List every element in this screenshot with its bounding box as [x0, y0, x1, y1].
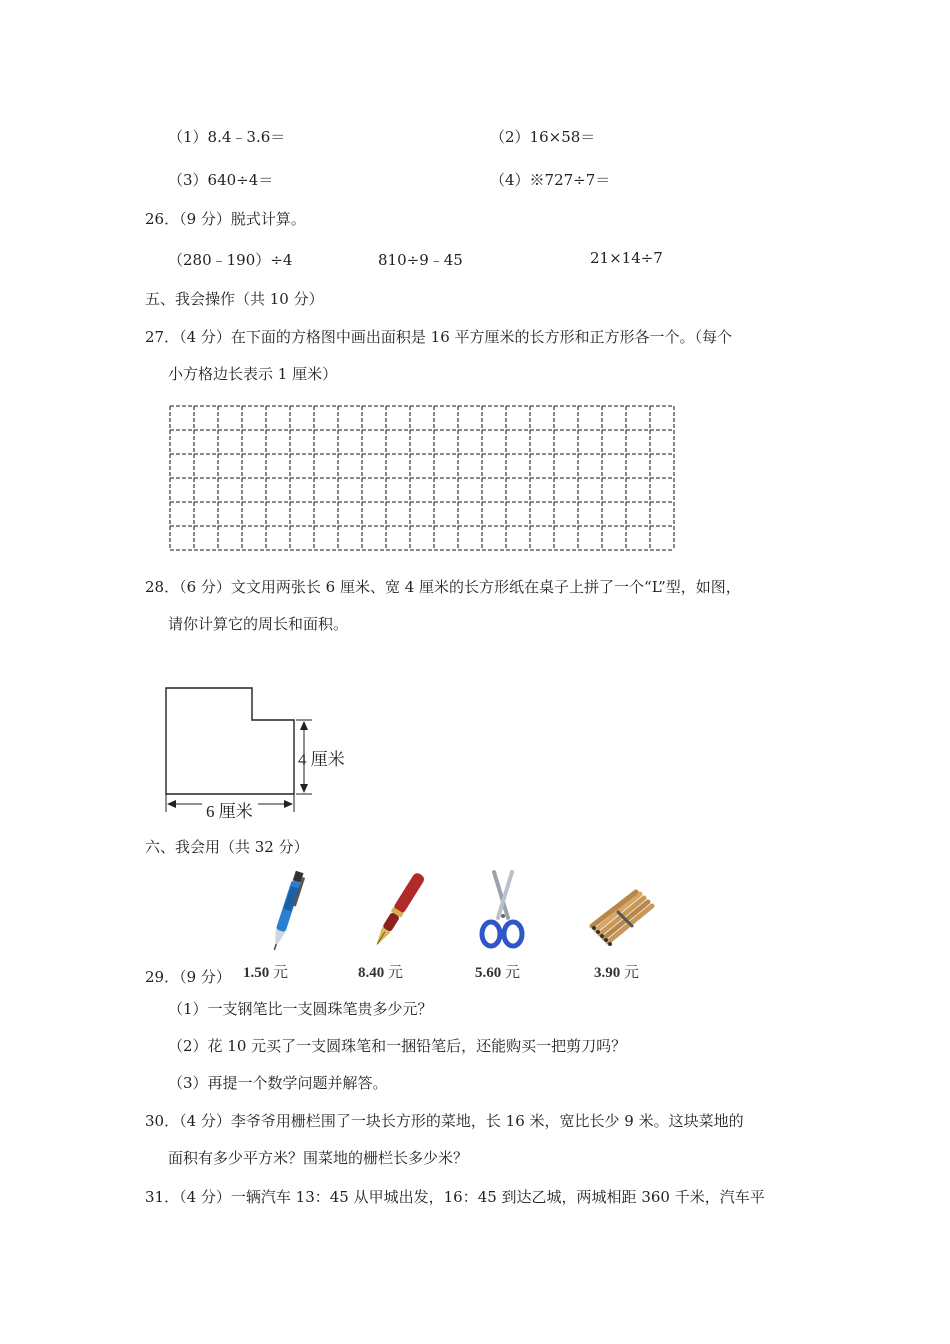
- price-scissors: 5.60 元: [475, 965, 521, 981]
- ballpoint-pen-icon: [262, 866, 312, 956]
- scissors-icon: [476, 868, 530, 954]
- q27-line-2: 小方格边长表示 1 厘米）: [168, 365, 338, 383]
- q29-sub-2: （2）花 10 元买了一支圆珠笔和一捆铅笔后，还能购买一把剪刀吗？: [168, 1037, 627, 1055]
- q26-expr-2: 810÷9﹣45: [378, 251, 463, 269]
- q28-line-2: 请你计算它的周长和面积。: [168, 615, 349, 633]
- q30-line-2: 面积有多少平方米？围菜地的栅栏长多少米？: [168, 1149, 469, 1167]
- section-6-heading: 六、我会用（共 32 分）: [145, 838, 309, 856]
- pencils-bundle-icon: [588, 890, 660, 950]
- price-fountain-pen: 8.40 元: [358, 965, 404, 981]
- square-grid[interactable]: [168, 404, 678, 552]
- q25-item-2: （2）16×58＝: [490, 128, 596, 146]
- q25-item-4: （4）※727÷7＝: [490, 171, 611, 189]
- q26-stem: 26．（9 分）脱式计算。: [145, 210, 306, 228]
- q28-line-1: 28．（6 分）文文用两张长 6 厘米、宽 4 厘米的长方形纸在桌子上拼了一个“L”型，如图，: [145, 578, 741, 596]
- q29-stem: 29．（9 分）: [145, 968, 231, 986]
- width-dim-arrow-right: [284, 800, 293, 808]
- price-ballpoint-pen: 1.50 元: [243, 965, 289, 981]
- q25-item-1: （1）8.4﹣3.6＝: [168, 128, 286, 146]
- q25-item-3: （3）640÷4＝: [168, 171, 274, 189]
- l-shape-height-label: 4 厘米: [298, 750, 345, 769]
- fountain-pen-icon: [368, 866, 428, 956]
- q26-expr-1: （280﹣190）÷4: [168, 251, 293, 269]
- height-dim-arrow-down: [300, 784, 308, 793]
- section-5-heading: 五、我会操作（共 10 分）: [145, 290, 324, 308]
- q27-line-1: 27．（4 分）在下面的方格图中画出面积是 16 平方厘米的长方形和正方形各一个。（每个: [145, 328, 733, 346]
- q29-sub-3: （3）再提一个数学问题并解答。: [168, 1074, 388, 1092]
- q29-sub-1: （1）一支钢笔比一支圆珠笔贵多少元？: [168, 1000, 433, 1018]
- l-shape-width-label: 6 厘米: [206, 802, 253, 821]
- q30-line-1: 30．（4 分）李爷爷用栅栏围了一块长方形的菜地，长 16 米，宽比长少 9 米。这块菜地的: [145, 1112, 744, 1130]
- q26-expr-3: 21×14÷7: [590, 249, 663, 267]
- l-shape-outline: [166, 688, 294, 794]
- height-dim-arrow-up: [300, 721, 308, 730]
- q31-line-1: 31．（4 分）一辆汽车 13：45 从甲城出发，16：45 到达乙城，两城相距 360 千米，汽车平: [145, 1188, 765, 1206]
- price-pencils: 3.90 元: [594, 965, 640, 981]
- width-dim-arrow-left: [167, 800, 176, 808]
